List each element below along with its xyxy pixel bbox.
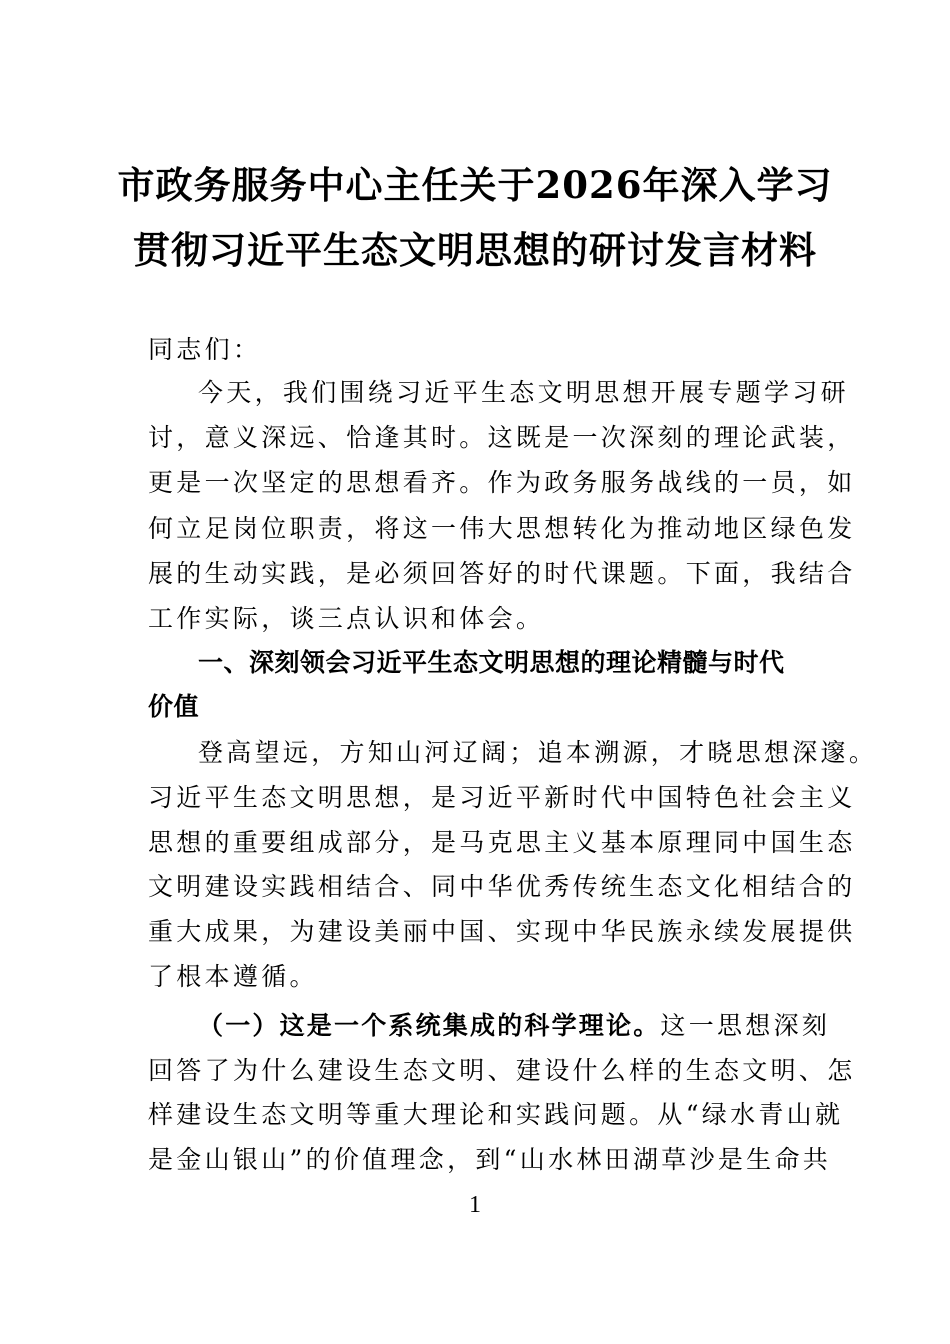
paragraph-line: 回答了为什么建设生态文明、建设什么样的生态文明、怎 xyxy=(148,1056,856,1085)
paragraph-line: 习近平生态文明思想，是习近平新时代中国特色社会主义 xyxy=(148,783,856,812)
section-heading: 一、深刻领会习近平生态文明思想的理论精髓与时代 xyxy=(198,648,785,677)
paragraph-line: 思想的重要组成部分，是马克思主义基本原理同中国生态 xyxy=(148,828,856,857)
subsection-heading: （一）这是一个系统集成的科学理论。 xyxy=(198,1011,661,1040)
subsection-line xyxy=(198,1013,830,1038)
paragraph-line: 文明建设实践相结合、同中华优秀传统生态文化相结合的 xyxy=(148,872,856,901)
section-heading: 价值 xyxy=(148,692,200,721)
title-line-1: 市政务服务中心主任关于2026年深入学习 xyxy=(117,163,833,207)
salutation: 同志们： xyxy=(148,335,262,364)
paragraph-line: 讨，意义深远、恰逢其时。这既是一次深刻的理论武装， xyxy=(148,423,856,452)
paragraph-line: 工作实际，谈三点认识和体会。 xyxy=(148,604,545,633)
paragraph-line: 样建设生态文明等重大理论和实践问题。从“绿水青山就 xyxy=(148,1100,844,1129)
paragraph-line: 更是一次坚定的思想看齐。作为政务服务战线的一员，如 xyxy=(148,468,856,497)
page-number: 1 xyxy=(469,1192,481,1218)
paragraph-line: 了根本遵循。 xyxy=(148,962,318,991)
paragraph-line: 登高望远，方知山河辽阔；追本溯源，才晓思想深邃。 xyxy=(198,738,878,767)
paragraph-line: 今天，我们围绕习近平生态文明思想开展专题学习研 xyxy=(198,378,849,407)
paragraph-line: 展的生动实践，是必须回答好的时代课题。下面，我结合 xyxy=(148,559,856,588)
title-line-2: 贯彻习近平生态文明思想的研讨发言材料 xyxy=(133,228,817,272)
paragraph-line: 是金山银山”的价值理念，到“山水林田湖草沙是生命共 xyxy=(148,1145,832,1174)
paragraph-line: 重大成果，为建设美丽中国、实现中华民族永续发展提供 xyxy=(148,917,856,946)
paragraph-text: 这一思想深刻 xyxy=(660,1011,831,1040)
paragraph-line: 何立足岗位职责，将这一伟大思想转化为推动地区绿色发 xyxy=(148,514,856,543)
